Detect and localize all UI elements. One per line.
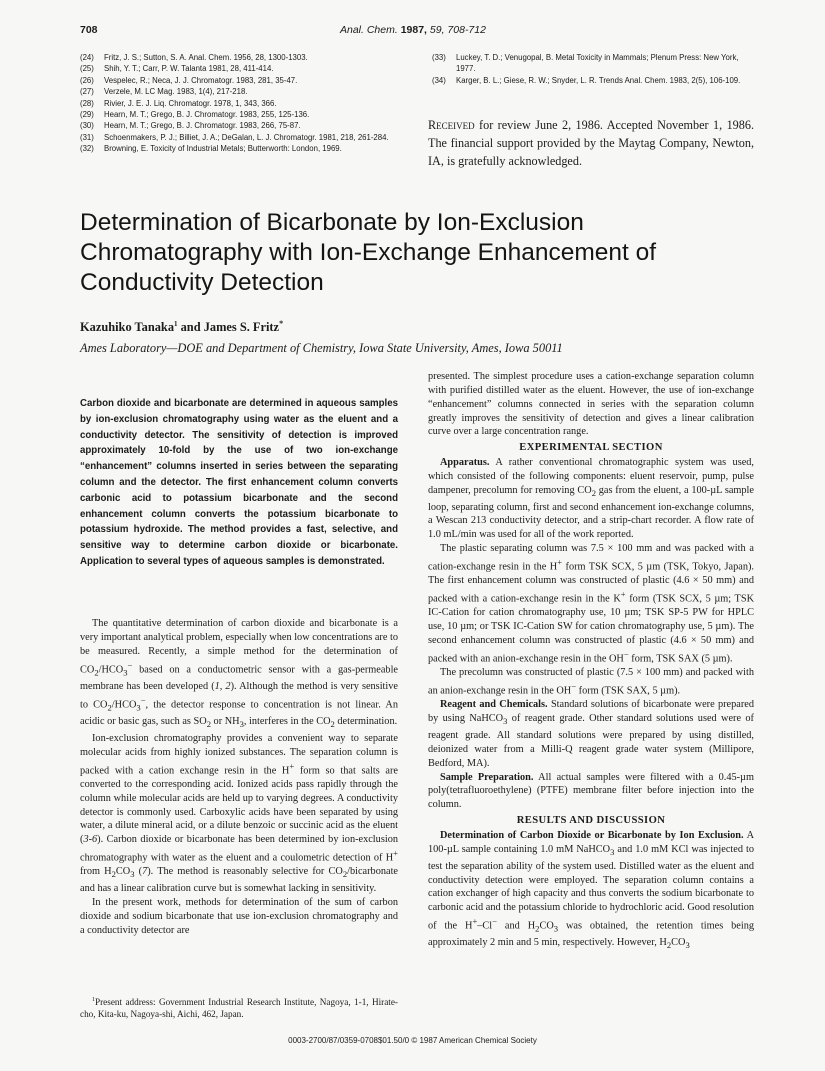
intro-paragraph-3: In the present work, methods for determination of the sum of carbon dioxide and sodium bicarbonate that use ion-exclusion chromatography and a conductivity detector are — [80, 897, 398, 936]
results-heading: RESULTS AND DISCUSSION — [516, 815, 666, 827]
reference-text: Shih, Y. T.; Carr, P. W. Talanta 1981, 28, 411-414. — [104, 64, 274, 74]
author-1-mark: 1 — [174, 320, 178, 328]
reference-number: (25) — [80, 64, 94, 74]
reference-item — [80, 86, 405, 97]
received-note — [428, 116, 754, 170]
author-2-mark: * — [279, 319, 284, 328]
journal-name: Anal. Chem. — [340, 24, 398, 36]
affiliation: Ames Laboratory—DOE and Department of Chemistry, Iowa State University, Ames, Iowa 50011 — [80, 341, 563, 355]
reference-number: (27) — [80, 87, 94, 97]
footnote-mark: 1 — [92, 997, 95, 1003]
reference-item — [432, 75, 752, 86]
reference-item — [432, 52, 752, 75]
authors — [80, 319, 283, 335]
references-right — [432, 52, 752, 86]
reagent-paragraph: Reagent and Chemicals. Standard solutions of bicarbonate were prepared by using NaHCO$_3$ of reagent grade. Other standard solutions used were of reagent grade. All standard solutions were prepared by using distilled, deionized water from a Milli-Q reagent grade water system (Millipore, Bedford, MA). — [428, 699, 754, 769]
reference-item — [80, 109, 405, 120]
references-left — [80, 52, 405, 155]
reference-number: (33) — [432, 53, 446, 62]
reference-text: Rivier, J. E. J. Liq. Chromatogr. 1978, 1, 343, 366. — [104, 98, 277, 108]
footnote — [80, 995, 398, 1021]
reference-text: Luckey, T. D.; Venugopal, B. Metal Toxicity in Mammals; Plenum Press: New York, 1977. — [456, 53, 739, 74]
reference-number: (24) — [80, 53, 94, 62]
reference-text: Fritz, J. S.; Sutton, S. A. Anal. Chem. 1956, 28, 1300-1303. — [104, 53, 308, 62]
reference-text: Karger, B. L.; Giese, R. W.; Snyder, L. R. Trends Anal. Chem. 1983, 2(5), 106-109. — [456, 75, 741, 85]
running-header — [340, 24, 486, 36]
reference-number: (30) — [80, 121, 94, 131]
precolumn-paragraph: The precolumn was constructed of plastic (7.5 × 100 mm) and packed with an anion-exchange resin in the OH− form (TSK SAX, 5 µm). — [428, 667, 754, 697]
page-number: 708 — [80, 24, 98, 36]
reference-number: (34) — [432, 75, 446, 85]
reference-number: (29) — [80, 110, 94, 120]
author-connector: and — [177, 320, 204, 335]
author-1: Kazuhiko Tanaka — [80, 320, 175, 335]
reference-item — [80, 52, 405, 63]
journal-citation: 59, 708-712 — [429, 24, 486, 36]
abstract: Carbon dioxide and bicarbonate are determined in aqueous samples by ion-exclusion chromatography using water as the eluent and a conductivity detector. The sensitivity of detection is improved approximately 10-fold by the use of two ion-exchange “enhancement” columns inserted in series between the separating column and the detector. The first enhancement column converts carbonic acid to potassium bicarbonate and the second enhancement column converts the potassium bicarbonate to potassium hydroxide. The method provides a fast, selective, and sensitive way to determine carbon dioxide or bicarbonate. Application to several types of aqueous samples is demonstrated. — [80, 398, 398, 567]
intro-paragraph-1: The quantitative determination of carbon dioxide and bicarbonate is a very important analytical problem, especially when low concentrations are to be measured. Recently, a simple method for the determination of $CO_2/HCO_3^-$ based on a conductometric sensor with a gas-permeable membrane has been developed (1, 2). Although the method is very sensitive to $CO_2/HCO_3^-$, the detector response to concentration is not linear. An acidic or basic gas, such as $SO_2$ or $NH_3$, interferes in the $CO_2$ determination. — [80, 618, 399, 730]
apparatus-paragraph: Apparatus. A rather conventional chromatographic system was used, which consisted of the following components: eluent reservoir, pump, pulse dampener, precolumn for removing $CO_2$ gas from the eluent, a 100-µL sample loop, separating column, first and second enhancement ion-exchange columns, a Wescan 213 conductivity detector, and a strip-chart recorder. A flow rate of 1.0 mL/min was used for all of the work reported. — [428, 457, 754, 541]
reference-text: Verzele, M. LC Mag. 1983, 1(4), 217-218. — [104, 87, 248, 97]
column-paragraph: The plastic separating column was 7.5 × 100 mm and was packed with a cation-exchange resin in the H+ form TSK SCX, 5 µm (TSK, Tokyo, Japan). The first enhancement column was constructed of plastic (4.6 × 50 mm) and packed with a cation-exchange resin in the K+ form (TSK SCX, 5 µm; TSK IC-Cation for cation chromatography use, 10 µm; TSK SP-5 PW for HPLC use, 10 µm; or TSK IC-Cation SW for cation chromatography use, 5 µm). The second enhancement column was constructed of plastic (4.6 × 50 mm) and packed with an anion-exchange resin in the OH− form, TSK SAX (5 µm). — [428, 543, 755, 665]
intro-continuation: presented. The simplest procedure uses a cation-exchange separation column with purified distilled water as the eluent. However, the use of ion-exchange “enhancement” columns connected in series with the separation column greatly improves the sensitivity of detection and gives a linear calibration curve over a large concentration range. — [428, 371, 754, 438]
reference-text: Hearn, M. T.; Grego, B. J. Chromatogr. 1983, 255, 125-136. — [104, 110, 310, 120]
reference-text: Vespelec, R.; Neca, J. J. Chromatogr. 1983, 281, 35-47. — [104, 75, 298, 85]
received-text: for review June 2, 1986. Accepted November 1, 1986. The financial support provided by the Maytag Company, Newton, IA, is gratefully acknowledged. — [428, 118, 754, 168]
reference-text: Schoenmakers, P. J.; Billiet, J. A.; DeGalan, L. J. Chromatogr. 1981, 218, 261-284. — [104, 132, 389, 142]
received-label: Received — [428, 118, 475, 132]
reference-number: (26) — [80, 75, 94, 85]
intro-paragraph-2: Ion-exclusion chromatography provides a convenient way to separate molecular acids from highly ionized substances. The separation column is packed with a cation exchange resin in the H+ form so that salts are converted to the corresponding acid. Ionized acids pass rapidly through the column while molecular acids are held up to varying degrees. A conductivity detector is commonly used. Carboxylic acids have been separated by using water, a dilute mineral acid, or a dilute benzoic or succinic acid as the eluent (3-6). Carbon dioxide or bicarbonate has been determined by ion-exclusion chromatography with water as the eluent and a coulometric detection of H+ from $H_2CO_3$ (7). The method is reasonably selective for $CO_2$/bicarbonate and has a linear calibration curve but is somewhat lacking in sensitivity. — [80, 732, 398, 895]
determination-paragraph: Determination of Carbon Dioxide or Bicarbonate by Ion Exclusion. A 100-µL sample containing 1.0 mM NaHCO$_3$ and 1.0 mM KCl was injected to test the separation ability of the system used. Distilled water as the eluent and conductivity detection were employed. The separation column contains a cation exchanger of high capacity and thus converts the sodium bicarbonate to carbonic acid and the potassium chloride to hydrochloric acid. Good resolution of the H+–Cl− and $H_2CO_3$ was obtained, the retention times being approximately 2 min and 5 min, respectively. However, $H_2CO_3$ — [428, 829, 755, 951]
reference-item — [80, 143, 405, 154]
reference-item — [80, 120, 405, 131]
sample-paragraph: Sample Preparation. All actual samples were filtered with a 0.45-µm poly(tetrafluoroethylene) (PTFE) membrane filter before injection into the column. — [428, 771, 754, 811]
reference-item — [80, 75, 405, 86]
article-title: Determination of Bicarbonate by Ion-Exclusion Chromatography with Ion-Exchange Enhancement of Conductivity Detection — [80, 209, 657, 296]
introduction — [80, 617, 398, 938]
right-column — [428, 370, 754, 953]
reference-number: (32) — [80, 144, 94, 154]
experimental-heading: EXPERIMENTAL SECTION — [519, 442, 663, 454]
journal-year: 1987, — [400, 24, 427, 36]
reference-number: (31) — [80, 132, 94, 142]
reference-text: Hearn, M. T.; Grego, B. J. Chromatogr. 1983, 266, 75-87. — [104, 121, 301, 131]
author-2: James S. Fritz — [203, 320, 280, 335]
reference-item — [80, 63, 405, 74]
reference-item — [80, 98, 405, 109]
reference-text: Browning, E. Toxicity of Industrial Metals; Butterworth: London, 1969. — [104, 144, 342, 154]
footnote-text: Present address: Government Industrial Research Institute, Nagoya, 1-1, Hirate-cho, Kita-ku, Nagoya-shi, Aichi, 462, Japan. — [80, 997, 398, 1019]
copyright-footer: 0003-2700/87/0359-0708$01.50/0 © 1987 American Chemical Society — [288, 1036, 537, 1045]
reference-item — [80, 132, 405, 143]
reference-number: (28) — [80, 98, 94, 108]
